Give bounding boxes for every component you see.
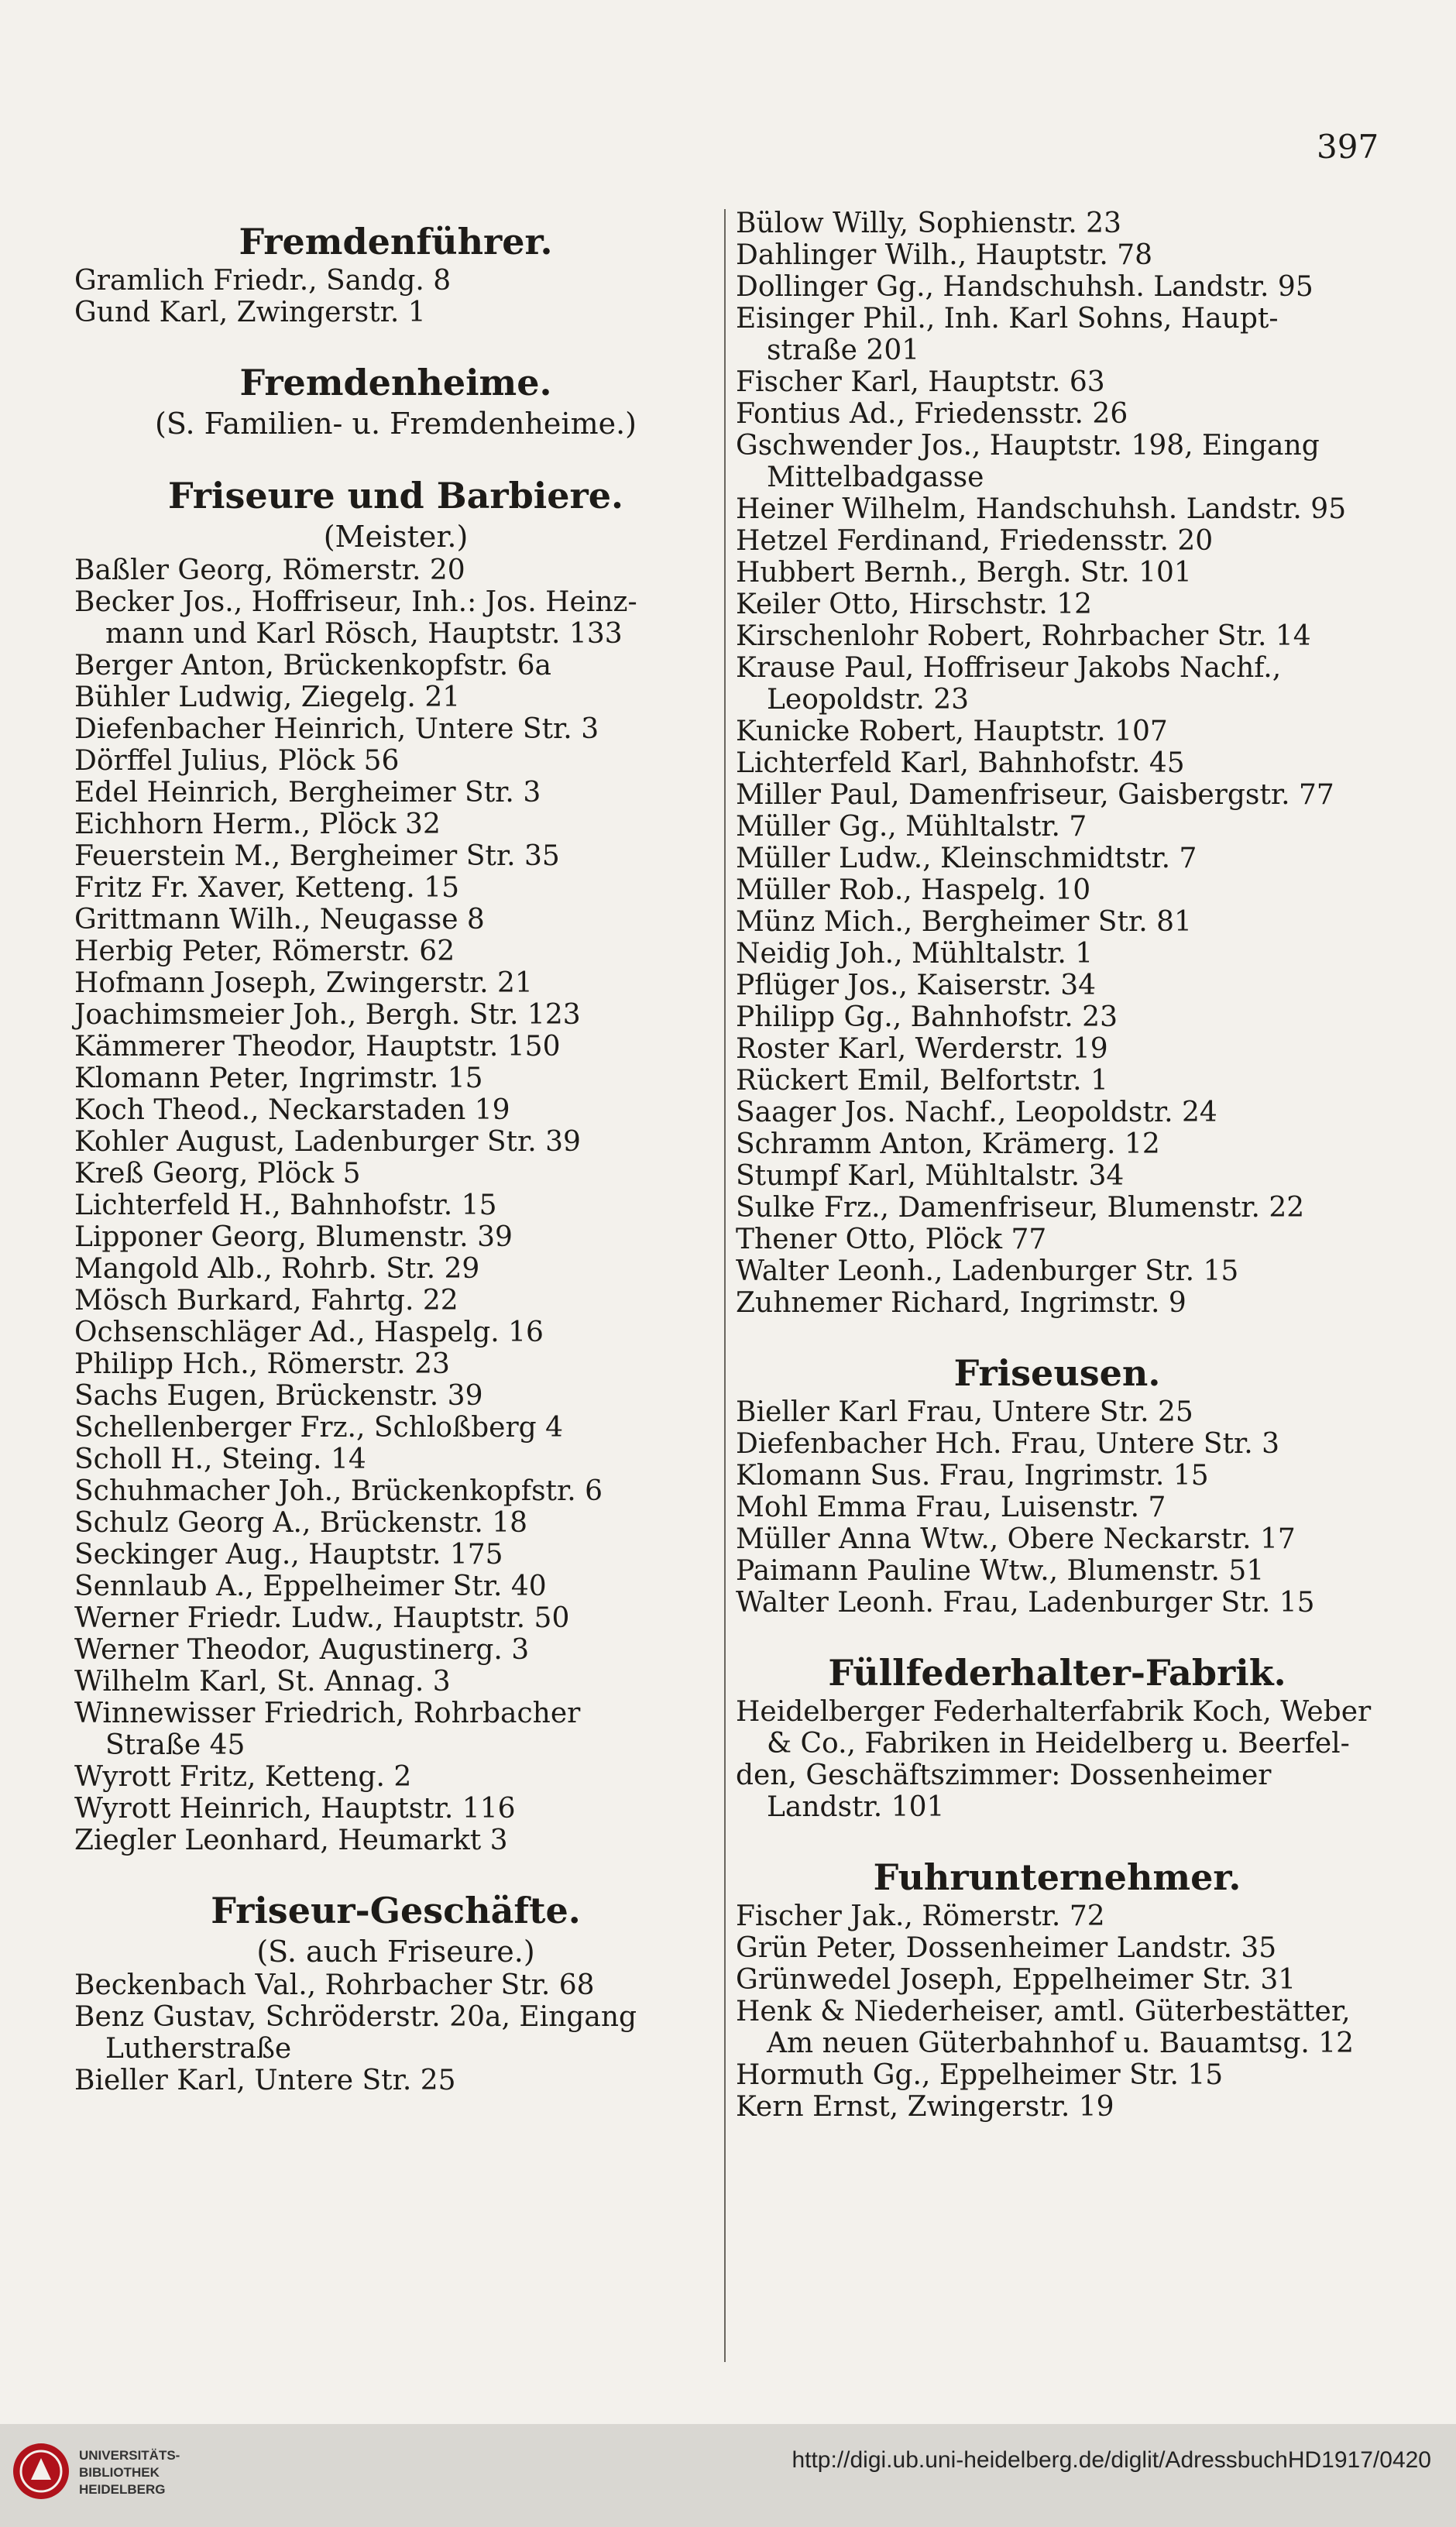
entry-text: Eichhorn Herm., Plöck 32	[74, 809, 441, 840]
entry-continuation: straße 201	[767, 335, 920, 366]
entry-text: Schulz Georg A., Brückenstr. 18	[74, 1507, 528, 1539]
logo-line: BIBLIOTHEK	[79, 2465, 160, 2480]
directory-entry	[736, 843, 1379, 874]
directory-entry	[736, 1555, 1379, 1587]
footer-bar	[0, 2424, 1456, 2527]
directory-entry	[74, 1539, 717, 1571]
entry-text: Werner Theodor, Augustinerg. 3	[74, 1634, 530, 1666]
section-heading: Friseur-Geschäfte.	[211, 1890, 581, 1931]
section-gap	[74, 328, 717, 348]
directory-entry	[736, 1760, 1379, 1823]
entry-continuation: Lutherstraße	[105, 2033, 292, 2065]
directory-entry	[74, 2065, 717, 2096]
entry-text: Sennlaub A., Eppelheimer Str. 40	[74, 1571, 547, 1602]
directory-entry	[74, 936, 717, 967]
entry-text: Dahlinger Wilh., Hauptstr. 78	[736, 239, 1153, 271]
directory-entry	[74, 1793, 717, 1825]
directory-entry	[736, 1097, 1379, 1128]
entry-text: Bieller Karl, Untere Str. 25	[74, 2065, 456, 2096]
entry-continuation: & Co., Fabriken in Heidelberg u. Beerfel-	[767, 1728, 1350, 1760]
directory-entry	[74, 1412, 717, 1444]
entry-text: Mösch Burkard, Fahrtg. 22	[74, 1285, 458, 1317]
entry-text: Henk & Niederheiser, amtl. Güterbestätter,	[736, 1996, 1351, 2027]
entry-text: Baßler Georg, Römerstr. 20	[74, 554, 465, 586]
entry-text: Heidelberger Federhalterfabrik Koch, Weber	[736, 1696, 1372, 1728]
directory-entry	[736, 1287, 1379, 1319]
entry-text: Pflüger Jos., Kaiserstr. 34	[736, 970, 1097, 1001]
directory-entry	[736, 589, 1379, 620]
university-seal-icon	[11, 2441, 71, 2501]
directory-entry	[736, 1492, 1379, 1523]
entry-text: Hormuth Gg., Eppelheimer Str. 15	[736, 2059, 1224, 2091]
directory-entry	[736, 1224, 1379, 1255]
directory-entry	[74, 650, 717, 682]
directory-entry	[74, 840, 717, 872]
entry-text: Kirschenlohr Robert, Rohrbacher Str. 14	[736, 620, 1311, 652]
entry-continuation: Straße 45	[105, 1729, 246, 1761]
entry-text: Grünwedel Joseph, Eppelheimer Str. 31	[736, 1964, 1296, 1996]
directory-entry	[74, 1031, 717, 1063]
entry-text: Bülow Willy, Sophienstr. 23	[736, 208, 1121, 239]
directory-entry	[736, 1900, 1379, 1932]
directory-entry	[74, 1158, 717, 1190]
section-gap	[736, 1319, 1379, 1339]
entry-text: Feuerstein M., Bergheimer Str. 35	[74, 840, 560, 872]
entry-text: Philipp Gg., Bahnhofstr. 23	[736, 1001, 1118, 1033]
entry-text: Koch Theod., Neckarstaden 19	[74, 1094, 510, 1126]
entry-text: Sachs Eugen, Brückenstr. 39	[74, 1380, 483, 1412]
entry-text: Bühler Ludwig, Ziegelg. 21	[74, 682, 461, 713]
directory-entry	[736, 430, 1379, 493]
directory-entry	[736, 716, 1379, 747]
directory-entry	[736, 208, 1379, 239]
directory-entry	[74, 1571, 717, 1602]
entry-text: Walter Leonh. Frau, Ladenburger Str. 15	[736, 1587, 1315, 1619]
directory-entry	[74, 904, 717, 936]
entry-text: Stumpf Karl, Mühltalstr. 34	[736, 1160, 1125, 1192]
directory-entry	[74, 1190, 717, 1221]
entry-text: Lipponer Georg, Blumenstr. 39	[74, 1221, 513, 1253]
section-subheading: (S. Familien- u. Fremdenheime.)	[155, 407, 637, 441]
entry-text: Herbig Peter, Römerstr. 62	[74, 936, 455, 967]
directory-entry	[74, 745, 717, 777]
directory-entry	[736, 1255, 1379, 1287]
section-gap	[74, 441, 717, 462]
directory-entry	[74, 1602, 717, 1634]
section-subheading: (S. auch Friseure.)	[256, 1935, 535, 1969]
entry-text: Grün Peter, Dossenheimer Landstr. 35	[736, 1932, 1277, 1964]
entry-text: Miller Paul, Damenfriseur, Gaisbergstr. 77	[736, 779, 1334, 811]
entry-text: Kämmerer Theodor, Hauptstr. 150	[74, 1031, 561, 1063]
directory-entry	[74, 999, 717, 1031]
directory-entry	[74, 554, 717, 586]
entry-continuation: Mittelbadgasse	[767, 462, 984, 493]
directory-entry	[736, 779, 1379, 811]
entry-text: Saager Jos. Nachf., Leopoldstr. 24	[736, 1097, 1217, 1128]
entry-text: Gund Karl, Zwingerstr. 1	[74, 297, 426, 328]
directory-entry	[736, 2059, 1379, 2091]
entry-text: Hofmann Joseph, Zwingerstr. 21	[74, 967, 533, 999]
directory-entry	[736, 398, 1379, 430]
entry-text: Müller Rob., Haspelg. 10	[736, 874, 1091, 906]
directory-entry	[74, 872, 717, 904]
source-url-link[interactable]: http://digi.ub.uni-heidelberg.de/diglit/AdressbuchHD1917/0420	[792, 2447, 1431, 2473]
entry-text: Bieller Karl Frau, Untere Str. 25	[736, 1396, 1193, 1428]
entry-text: Klomann Peter, Ingrimstr. 15	[74, 1063, 483, 1094]
entry-text: Gramlich Friedr., Sandg. 8	[74, 265, 452, 297]
entry-text: Hubbert Bernh., Bergh. Str. 101	[736, 557, 1192, 589]
directory-entry	[736, 557, 1379, 589]
entry-text: Winnewisser Friedrich, Rohrbacher	[74, 1698, 581, 1729]
entry-text: Joachimsmeier Joh., Bergh. Str. 123	[74, 999, 581, 1031]
section-gap	[74, 1856, 717, 1876]
entry-text: Neidig Joh., Mühltalstr. 1	[736, 938, 1094, 970]
directory-entry	[74, 1221, 717, 1253]
directory-entry	[736, 525, 1379, 557]
entry-text: Müller Ludw., Kleinschmidtstr. 7	[736, 843, 1197, 874]
entry-text: Zuhnemer Richard, Ingrimstr. 9	[736, 1287, 1186, 1319]
directory-entry	[74, 1063, 717, 1094]
entry-text: Ochsenschläger Ad., Haspelg. 16	[74, 1317, 544, 1348]
right-column	[736, 208, 1379, 2123]
directory-entry	[736, 970, 1379, 1001]
directory-entry	[74, 265, 717, 297]
directory-entry	[736, 1033, 1379, 1065]
entry-text: Ziegler Leonhard, Heumarkt 3	[74, 1825, 508, 1856]
directory-entry	[74, 1507, 717, 1539]
directory-entry	[74, 2001, 717, 2065]
entry-continuation: Leopoldstr. 23	[767, 684, 970, 716]
entry-text: Benz Gustav, Schröderstr. 20a, Eingang	[74, 2001, 637, 2033]
entry-text: Berger Anton, Brückenkopfstr. 6a	[74, 650, 551, 682]
directory-entry	[74, 777, 717, 809]
directory-entry	[74, 967, 717, 999]
directory-entry	[736, 493, 1379, 525]
entry-text: Grittmann Wilh., Neugasse 8	[74, 904, 485, 936]
directory-entry	[736, 271, 1379, 303]
entry-text: Klomann Sus. Frau, Ingrimstr. 15	[736, 1460, 1209, 1492]
directory-entry	[736, 1396, 1379, 1428]
directory-entry	[736, 620, 1379, 652]
entry-text: den, Geschäftszimmer: Dossenheimer	[736, 1760, 1272, 1791]
directory-entry	[74, 809, 717, 840]
entry-text: Fischer Karl, Hauptstr. 63	[736, 366, 1105, 398]
entry-text: Lichterfeld Karl, Bahnhofstr. 45	[736, 747, 1185, 779]
entry-text: Sulke Frz., Damenfriseur, Blumenstr. 22	[736, 1192, 1305, 1224]
entry-text: Philipp Hch., Römerstr. 23	[74, 1348, 450, 1380]
directory-entry	[736, 1192, 1379, 1224]
directory-entry	[736, 938, 1379, 970]
entry-text: Diefenbacher Hch. Frau, Untere Str. 3	[736, 1428, 1280, 1460]
directory-entry	[736, 811, 1379, 843]
entry-text: Thener Otto, Plöck 77	[736, 1224, 1047, 1255]
directory-entry	[74, 586, 717, 650]
section-heading: Friseusen.	[953, 1352, 1161, 1394]
entry-text: Rückert Emil, Belfortstr. 1	[736, 1065, 1108, 1097]
directory-entry	[736, 1160, 1379, 1192]
directory-entry	[736, 1523, 1379, 1555]
directory-entry	[736, 1460, 1379, 1492]
left-column	[74, 208, 717, 2096]
entry-text: Dörffel Julius, Plöck 56	[74, 745, 400, 777]
entry-text: Lichterfeld H., Bahnhofstr. 15	[74, 1190, 497, 1221]
entry-text: Becker Jos., Hoffriseur, Inh.: Jos. Heinz-	[74, 586, 637, 618]
entry-text: Schellenberger Frz., Schloßberg 4	[74, 1412, 564, 1444]
directory-entry	[74, 297, 717, 328]
logo-line: HEIDELBERG	[79, 2482, 166, 2497]
entry-text: Roster Karl, Werderstr. 19	[736, 1033, 1108, 1065]
directory-entry	[736, 1001, 1379, 1033]
directory-entry	[74, 1126, 717, 1158]
directory-entry	[736, 366, 1379, 398]
entry-text: Kreß Georg, Plöck 5	[74, 1158, 361, 1190]
entry-text: Mangold Alb., Rohrb. Str. 29	[74, 1253, 480, 1285]
entry-text: Krause Paul, Hoffriseur Jakobs Nachf.,	[736, 652, 1282, 684]
entry-text: Mohl Emma Frau, Luisenstr. 7	[736, 1492, 1166, 1523]
directory-entry	[74, 1380, 717, 1412]
directory-entry	[736, 1932, 1379, 1964]
directory-entry	[74, 1969, 717, 2001]
directory-entry	[74, 1317, 717, 1348]
section-heading: Fremdenheime.	[239, 362, 552, 403]
directory-entry	[74, 1698, 717, 1761]
directory-entry	[736, 1696, 1379, 1760]
entry-text: Wyrott Fritz, Ketteng. 2	[74, 1761, 412, 1793]
entry-text: Schuhmacher Joh., Brückenkopfstr. 6	[74, 1475, 603, 1507]
directory-entry	[74, 1285, 717, 1317]
entry-text: Scholl H., Steing. 14	[74, 1444, 366, 1475]
directory-entry	[74, 713, 717, 745]
directory-entry	[74, 1444, 717, 1475]
entry-continuation: Am neuen Güterbahnhof u. Bauamtsg. 12	[767, 2027, 1355, 2059]
section-gap	[736, 1619, 1379, 1639]
entry-text: Fontius Ad., Friedensstr. 26	[736, 398, 1128, 430]
section-gap	[736, 1823, 1379, 1843]
directory-entry	[736, 1587, 1379, 1619]
entry-text: Gschwender Jos., Hauptstr. 198, Eingang	[736, 430, 1320, 462]
directory-entry	[736, 303, 1379, 366]
entry-text: Diefenbacher Heinrich, Untere Str. 3	[74, 713, 599, 745]
directory-entry	[74, 1761, 717, 1793]
directory-entry	[736, 1065, 1379, 1097]
entry-text: Schramm Anton, Krämerg. 12	[736, 1128, 1160, 1160]
entry-text: Heiner Wilhelm, Handschuhsh. Landstr. 95	[736, 493, 1347, 525]
directory-entry	[74, 1666, 717, 1698]
entry-text: Edel Heinrich, Bergheimer Str. 3	[74, 777, 541, 809]
entry-text: Dollinger Gg., Handschuhsh. Landstr. 95	[736, 271, 1313, 303]
entry-text: Müller Gg., Mühltalstr. 7	[736, 811, 1087, 843]
entry-text: Seckinger Aug., Hauptstr. 175	[74, 1539, 503, 1571]
directory-entry	[736, 239, 1379, 271]
directory-entry	[74, 682, 717, 713]
entry-text: Hetzel Ferdinand, Friedensstr. 20	[736, 525, 1214, 557]
entry-continuation: mann und Karl Rösch, Hauptstr. 133	[105, 618, 623, 650]
directory-entry	[736, 652, 1379, 716]
entry-text: Fritz Fr. Xaver, Ketteng. 15	[74, 872, 459, 904]
directory-entry	[736, 1128, 1379, 1160]
section-subheading: (Meister.)	[323, 520, 469, 554]
entry-text: Fischer Jak., Römerstr. 72	[736, 1900, 1105, 1932]
directory-entry	[74, 1825, 717, 1856]
entry-text: Kohler August, Ladenburger Str. 39	[74, 1126, 581, 1158]
entry-text: Keiler Otto, Hirschstr. 12	[736, 589, 1093, 620]
entry-text: Müller Anna Wtw., Obere Neckarstr. 17	[736, 1523, 1296, 1555]
page-number: 397	[1317, 128, 1379, 166]
section-heading: Fuhrunternehmer.	[873, 1856, 1241, 1898]
directory-entry	[736, 1428, 1379, 1460]
entry-text: Wilhelm Karl, St. Annag. 3	[74, 1666, 451, 1698]
directory-entry	[736, 906, 1379, 938]
directory-entry	[74, 1475, 717, 1507]
directory-entry	[74, 1634, 717, 1666]
entry-text: Paimann Pauline Wtw., Blumenstr. 51	[736, 1555, 1265, 1587]
logo-line: UNIVERSITÄTS-	[79, 2448, 180, 2463]
section-heading: Füllfederhalter-Fabrik.	[828, 1652, 1286, 1694]
column-divider	[724, 209, 726, 2362]
entry-text: Werner Friedr. Ludw., Hauptstr. 50	[74, 1602, 570, 1634]
directory-entry	[736, 874, 1379, 906]
entry-text: Kern Ernst, Zwingerstr. 19	[736, 2091, 1114, 2123]
entry-continuation: Landstr. 101	[767, 1791, 945, 1823]
entry-text: Wyrott Heinrich, Hauptstr. 116	[74, 1793, 516, 1825]
directory-entry	[736, 2091, 1379, 2123]
directory-entry	[74, 1253, 717, 1285]
directory-entry	[74, 1094, 717, 1126]
section-heading: Fremdenführer.	[239, 221, 553, 263]
directory-entry	[736, 1996, 1379, 2059]
directory-entry	[736, 1964, 1379, 1996]
library-logo-text	[79, 2447, 180, 2498]
entry-text: Walter Leonh., Ladenburger Str. 15	[736, 1255, 1239, 1287]
directory-entry	[736, 747, 1379, 779]
directory-entry	[74, 1348, 717, 1380]
entry-text: Münz Mich., Bergheimer Str. 81	[736, 906, 1192, 938]
entry-text: Kunicke Robert, Hauptstr. 107	[736, 716, 1168, 747]
section-heading: Friseure und Barbiere.	[167, 475, 624, 517]
entry-text: Eisinger Phil., Inh. Karl Sohns, Haupt-	[736, 303, 1279, 335]
entry-text: Beckenbach Val., Rohrbacher Str. 68	[74, 1969, 595, 2001]
